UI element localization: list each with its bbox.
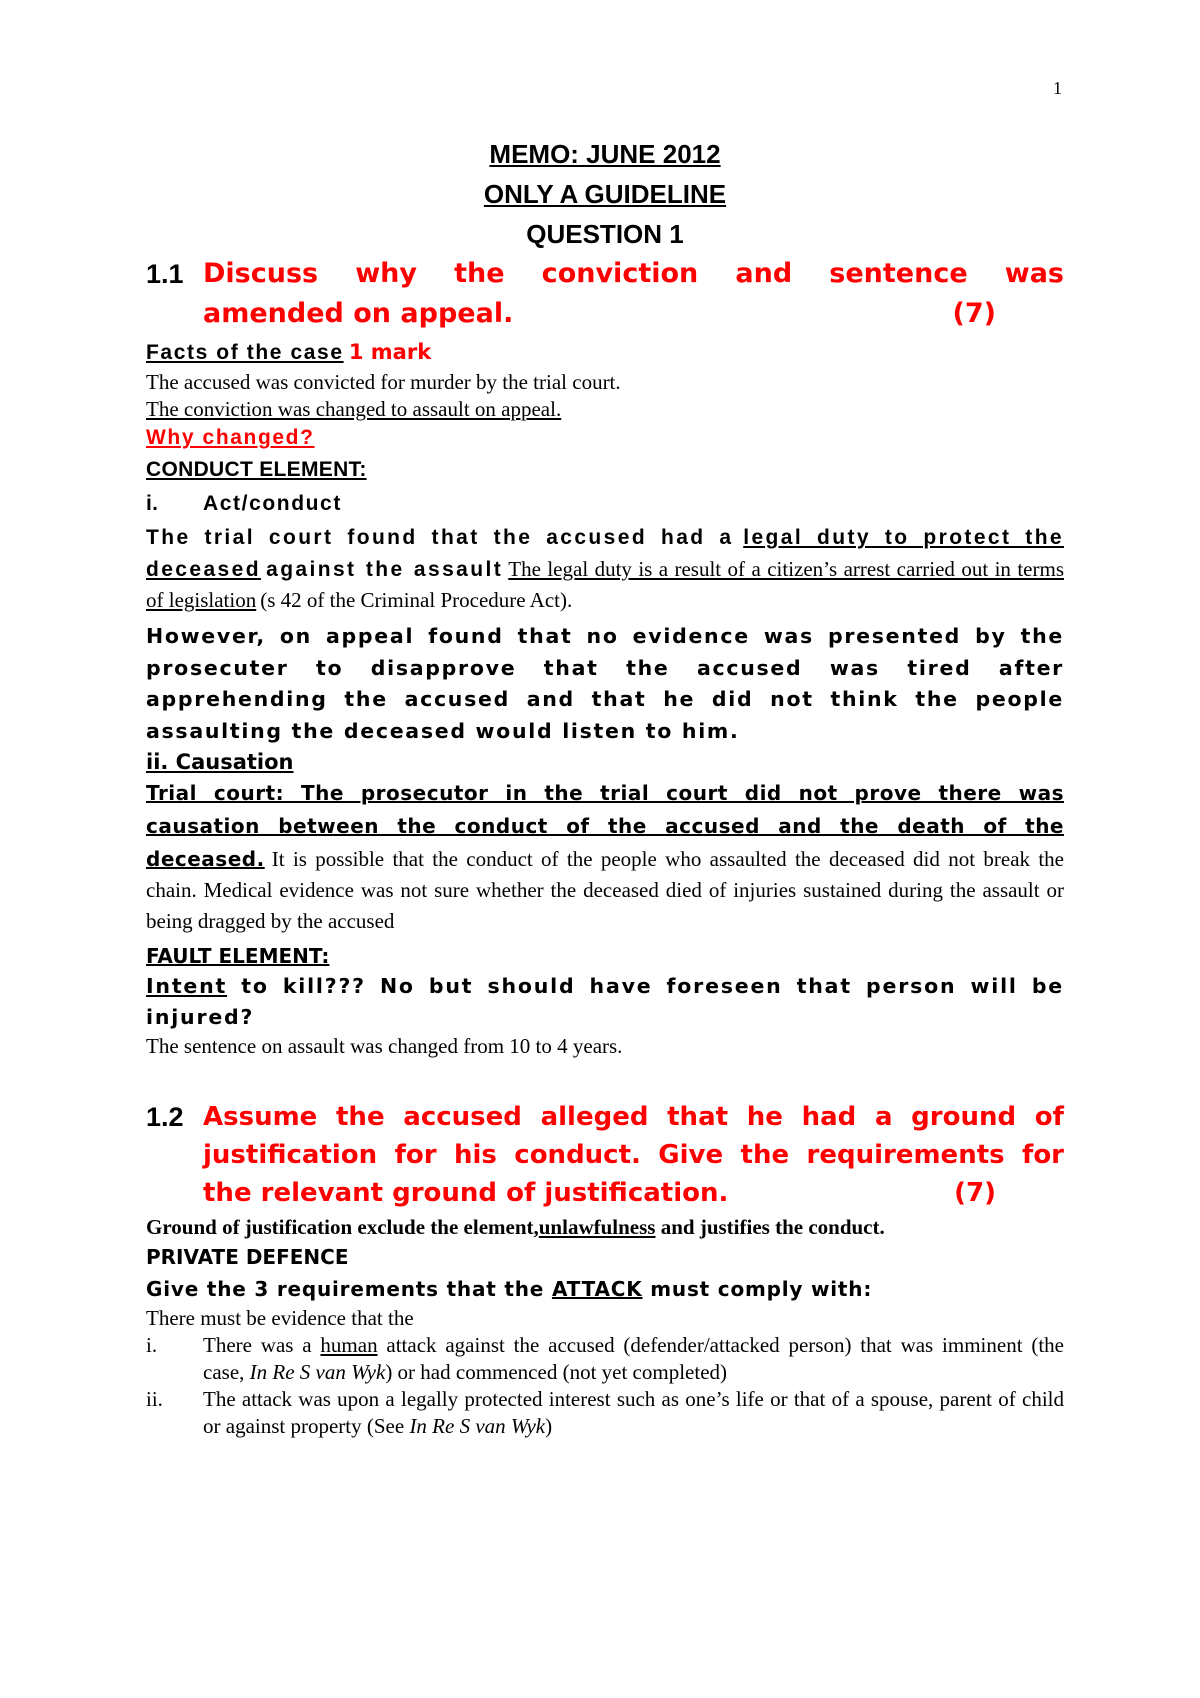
facts-heading bbox=[146, 336, 1064, 369]
question-title: QUESTION 1 bbox=[526, 219, 684, 249]
requirement-item-2-number: ii. bbox=[146, 1387, 163, 1411]
req-attack: ATTACK bbox=[551, 1277, 643, 1301]
item1-case: In Re S van Wyk bbox=[249, 1360, 386, 1384]
causation-heading: ii. Causation bbox=[146, 750, 294, 774]
trial-court-text-a: The trial court found that the accused had a bbox=[146, 526, 734, 549]
item2-text-d: ) bbox=[545, 1414, 553, 1438]
page-number: 1 bbox=[1053, 78, 1062, 98]
evidence-intro: There must be evidence that the bbox=[146, 1306, 414, 1330]
intent-paragraph bbox=[146, 971, 1064, 1033]
fault-element-heading: FAULT ELEMENT: bbox=[146, 944, 330, 968]
item1-text-c: attack against the accused (defender/attacked person) that was imminent (the case, bbox=[203, 1333, 1065, 1384]
causation-paragraph bbox=[146, 778, 1064, 939]
item1-text-d: ) or had commenced (not yet completed) bbox=[385, 1360, 728, 1384]
appeal-paragraph: However, on appeal found that no evidence was presented by the prosecuter to disapprove that the accused was tired after apprehending the accused and that he did not think the people assaulting the deceased would listen to him. bbox=[146, 624, 1064, 743]
item2-case: In Re S van Wyk bbox=[409, 1414, 546, 1438]
question-1-2-heading bbox=[146, 1098, 1064, 1212]
gj-text-c: and justifies the conduct. bbox=[660, 1215, 885, 1239]
act-conduct-label: Act/conduct bbox=[203, 492, 342, 515]
requirement-item-1-number: i. bbox=[146, 1333, 158, 1357]
causation-bold-text: Trial court: The prosecutor in the trial court did not prove there was causation between the conduct of the accused and the death of the deceased. bbox=[146, 781, 1064, 871]
act-conduct-number: i. bbox=[146, 492, 159, 515]
trial-court-reference: (s 42 of the Criminal Procedure Act). bbox=[260, 588, 573, 612]
attack-requirements-heading bbox=[146, 1273, 1064, 1305]
requirement-item-1 bbox=[146, 1332, 1064, 1386]
question-1-2-line2: justification for his conduct. Give the requirements for bbox=[203, 1140, 1064, 1170]
question-1-2-line3: the relevant ground of justification. bbox=[203, 1178, 729, 1208]
memo-title-text: MEMO: JUNE 2012 bbox=[489, 139, 721, 169]
question-1-1-number: 1.1 bbox=[146, 259, 184, 289]
private-defence-heading: PRIVATE DEFENCE bbox=[146, 1245, 349, 1269]
ground-of-justification-text bbox=[146, 1212, 1064, 1242]
why-changed: Why changed? bbox=[146, 426, 315, 449]
trial-court-legal-duty-explanation: The legal duty is a result of a citizen’s arrest carried out in terms of legislation bbox=[146, 557, 1064, 612]
trial-court-text-c: against the assault bbox=[266, 558, 504, 581]
item2-text-a: The attack was upon a legally protected interest such as one’s life or that of a spouse, parent of child or against property (See bbox=[203, 1387, 1064, 1438]
req-text-a: Give the 3 requirements that the bbox=[146, 1277, 545, 1301]
facts-heading-text: Facts of the case bbox=[146, 341, 344, 364]
requirement-item-2 bbox=[146, 1386, 1064, 1440]
document-page bbox=[146, 0, 1064, 1440]
sentence-changed-text: The sentence on assault was changed from 10 to 4 years. bbox=[146, 1034, 623, 1058]
trial-court-paragraph bbox=[146, 523, 1064, 618]
question-1-2-number: 1.2 bbox=[146, 1102, 184, 1132]
intent-rest: to kill??? No but should have foreseen that person will be injured? bbox=[146, 974, 1065, 1029]
question-1-2-marks: (7) bbox=[954, 1178, 996, 1208]
gj-unlawfulness: unlawfulness bbox=[538, 1215, 656, 1239]
question-1-1-line1: Discuss why the conviction and sentence was bbox=[203, 258, 1064, 289]
question-1-1-line2: amended on appeal. bbox=[203, 298, 514, 329]
req-text-c: must comply with: bbox=[650, 1277, 873, 1301]
question-1-1-heading bbox=[146, 254, 1064, 334]
item1-text-a: There was a bbox=[203, 1333, 312, 1357]
causation-text: It is possible that the conduct of the people who assaulted the deceased did not break the chain. Medical evidence was not sure whether the deceased died of injuries sustained during the assault or being dragged by the accused bbox=[146, 847, 1065, 933]
memo-title bbox=[146, 134, 1064, 174]
facts-line-1: The accused was convicted for murder by the trial court. bbox=[146, 370, 621, 394]
guideline-title bbox=[146, 174, 1064, 214]
gj-text-a: Ground of justification exclude the element, bbox=[146, 1215, 539, 1239]
act-conduct-item bbox=[146, 487, 1064, 521]
question-1-1-marks: (7) bbox=[952, 298, 996, 329]
question-1-2-line1: Assume the accused alleged that he had a ground of bbox=[203, 1102, 1064, 1132]
trial-court-legal-duty: legal duty to protect the deceased bbox=[146, 526, 1064, 581]
conduct-element-heading: CONDUCT ELEMENT: bbox=[146, 458, 367, 481]
guideline-title-text: ONLY A GUIDELINE bbox=[483, 179, 727, 209]
facts-mark: 1 mark bbox=[348, 340, 432, 364]
item1-human: human bbox=[320, 1333, 378, 1357]
intent-word: Intent bbox=[146, 974, 228, 998]
facts-line-2: The conviction was changed to assault on appeal. bbox=[146, 397, 562, 421]
